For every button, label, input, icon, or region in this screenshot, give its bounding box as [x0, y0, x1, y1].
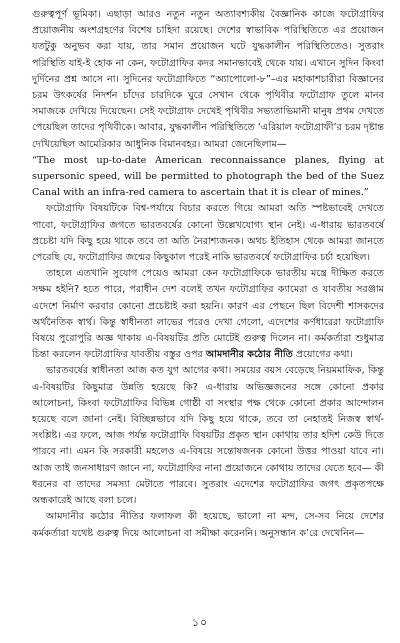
paragraph-india-photography: ফটোগ্রাফি বিষয়টিকে বিশ্ব-পর্যায়ে বিচার করতে গিয়ে আমরা অতি স্পষ্টভাবেই দেখতে পাবো, ফটোগ্রাফির জগতে ভারতবর্ষের কোনো উল্লেখযোগ্য স্থান নেই। এ-ধারায় ভারতবর্ষে প্রচেষ্টা যদি কিছু হয়ে থাকে তবে তা অতি নৈরাশ্যজনক। অথচ ইতিহাস থেকে আমরা জানতে পেরেছি যে, ফটোগ্রাফির জন্মের কিছুকাল পরেই নাকি ভারতবর্ষে ফটোগ্রাফির চর্চা হয়েছিল।: [32, 203, 384, 264]
english-quote: “The most up-to-date American reconnaissance planes, flying at supersonic speed, will be permitted to photograph the bed of the Suez Canal with an infra-red camera to ascertain that it is clear of mines.”: [32, 154, 384, 199]
body-text: [32, 7, 384, 542]
paragraph-import-policy-text: তাহলে এতখানি সুযোগ পেয়েও আমরা কেন ফটোগ্রাফিকে ভারতীয় মন্ত্রে দীক্ষিত করতে সক্ষম হইনি? হতে পারে, পরাধীন দেশ বলেই তখন ফটোগ্রাফির ক্যামেরা ও যাবতীয় সরঞ্জাম এদেশে নির্মাণ করবার কোনো প্রচেষ্টাই করা হয়নি। কারণ এর পেছনে ছিল বিদেশী শাসকদের অর্থনৈতিক স্বার্থ। কিন্তু স্বাধীনতা লাভের পরেও দেখা গেলো, এদেশের কর্ণধারেরা ফটোগ্রাফি বিষয়ে পুরোপুরি অজ্ঞ থাকায় এ-বিষয়টির প্রতি মোটেই গুরুত্ব দিলেন না। কর্মকর্তারা শুধুমাত্র চিন্তা করলেন ফটোগ্রাফির যাবতীয় বস্তুর ওপর: [32, 268, 384, 361]
paragraph-consequence: আমদানীর কঠোর নীতির ফলাফল কী হয়েছে, ভালো না মন্দ, সে-সব নিয়ে দেশের কর্মকর্তারা যথেষ্ট গুরুত্ব দিয়ে আলোচনা বা সমীক্ষা করেননি। অনুসন্ধান ক’রে দেখেনিন—: [32, 511, 384, 539]
page-number: ১০: [191, 616, 209, 629]
paragraph-independence: ভারতবর্ষের স্বাধীনতা আজ কত যুগ আগের কথা। সময়ের বয়স বেড়েছে নিয়মমাফিক, কিন্তু এ-বিষয়টির কিছুমাত্র উন্নতি হয়েছে কি? এ-ধারায় অভিজ্ঞজনের সঙ্গে কোনো প্রকার আলোচনা, কিংবা ফটোগ্রাফির বিভিন্ন গোষ্ঠী বা সংস্থার পক্ষ থেকে কোনো প্রকার আন্দোলন হয়েছে বলে জানা নেই। বিচ্ছিন্নভাবে যদি কিছু হয়ে থাকে, তবে তা নেহাতই নিজস্ব স্বার্থ-সংশ্লিষ্ট। এর ফলে, আজ পর্যন্ত ফটোগ্রাফি বিষয়টির প্রকৃত স্থান কোথায় তার হদিশ কেউ দিতে পারবে না। এমন কি সরকারী মহলেও এ-বিষয়ে সন্তোষজনক কোনো উত্তর পাওয়া যাবে না। আজ তাই জনসাধারণ জানে না, ফটোগ্রাফির নানা প্রয়োজনে কোথায় তাদের যেতে হবে— কী ধরনের বা তাদের সমস্যা মেটাতে পারবে। সুতরাং এদেশের ফটোগ্রাফির জগৎ প্রকৃতপক্ষে অন্ধকারেই আছে বলা চলে।: [32, 365, 384, 507]
paragraph-apollo-aerial: গুরুত্বপূর্ণ ভূমিকা। এছাড়া আরও নতুন নতুন অত্যাবশ্যকীয় বৈজ্ঞানিক কাজে ফটোগ্রাফির প্রয়োজনীয় অংশগ্রহণের বিশেষ চাহিদা রয়েছে। দেশের স্বাভাবিক পরিস্থিতিতে এর প্রয়োজন যতটুকু অনুভব করা যায়, তার সমান প্রয়োজন ঘটে যুদ্ধকালীন পরিস্থিতিতেও। সুতরাং পরিস্থিতি যাই-ই হোক না কেন, ফটোগ্রাফির কদর সমানভাবেই থেকে যায়। এখানে সুদিন কিংবা দুর্দিনের প্রশ্ন আসে না। সুদিনের ফটোগ্রাফিতে “অ্যাপোলো-৮”–এর মহাকাশচারীরা বিজ্ঞানের চরম উৎকর্ষের নিদর্শন চাঁদের চারদিকে ঘুরে সেখান থেকে পৃথিবীর ফটোগ্রাফ তুলে মানব সমাজকে দেখিয়ে দিয়েছেন। সেই ফটোগ্রাফ দেখেই পৃথিবীর সভ্যতাভিমানী মানুষ প্রথম দেখতে পেয়েছিল তাদের পৃথিবীকে। আবার, যুদ্ধকালীন পরিস্থিতিতে ‘এরিয়াল ফটোগ্রাফী’র চরম দৃষ্টান্ত দেখিয়েছিল আমেরিকার আধুনিক বিমানবহর। আমরা জেনেছিলাম—: [32, 9, 384, 150]
bold-phrase-import-policy: আমদানীর কঠোর নীতি: [205, 349, 293, 361]
paragraph-import-policy-tail: প্রয়োগের কথা।: [292, 349, 353, 361]
paragraph-import-policy: [32, 266, 384, 363]
